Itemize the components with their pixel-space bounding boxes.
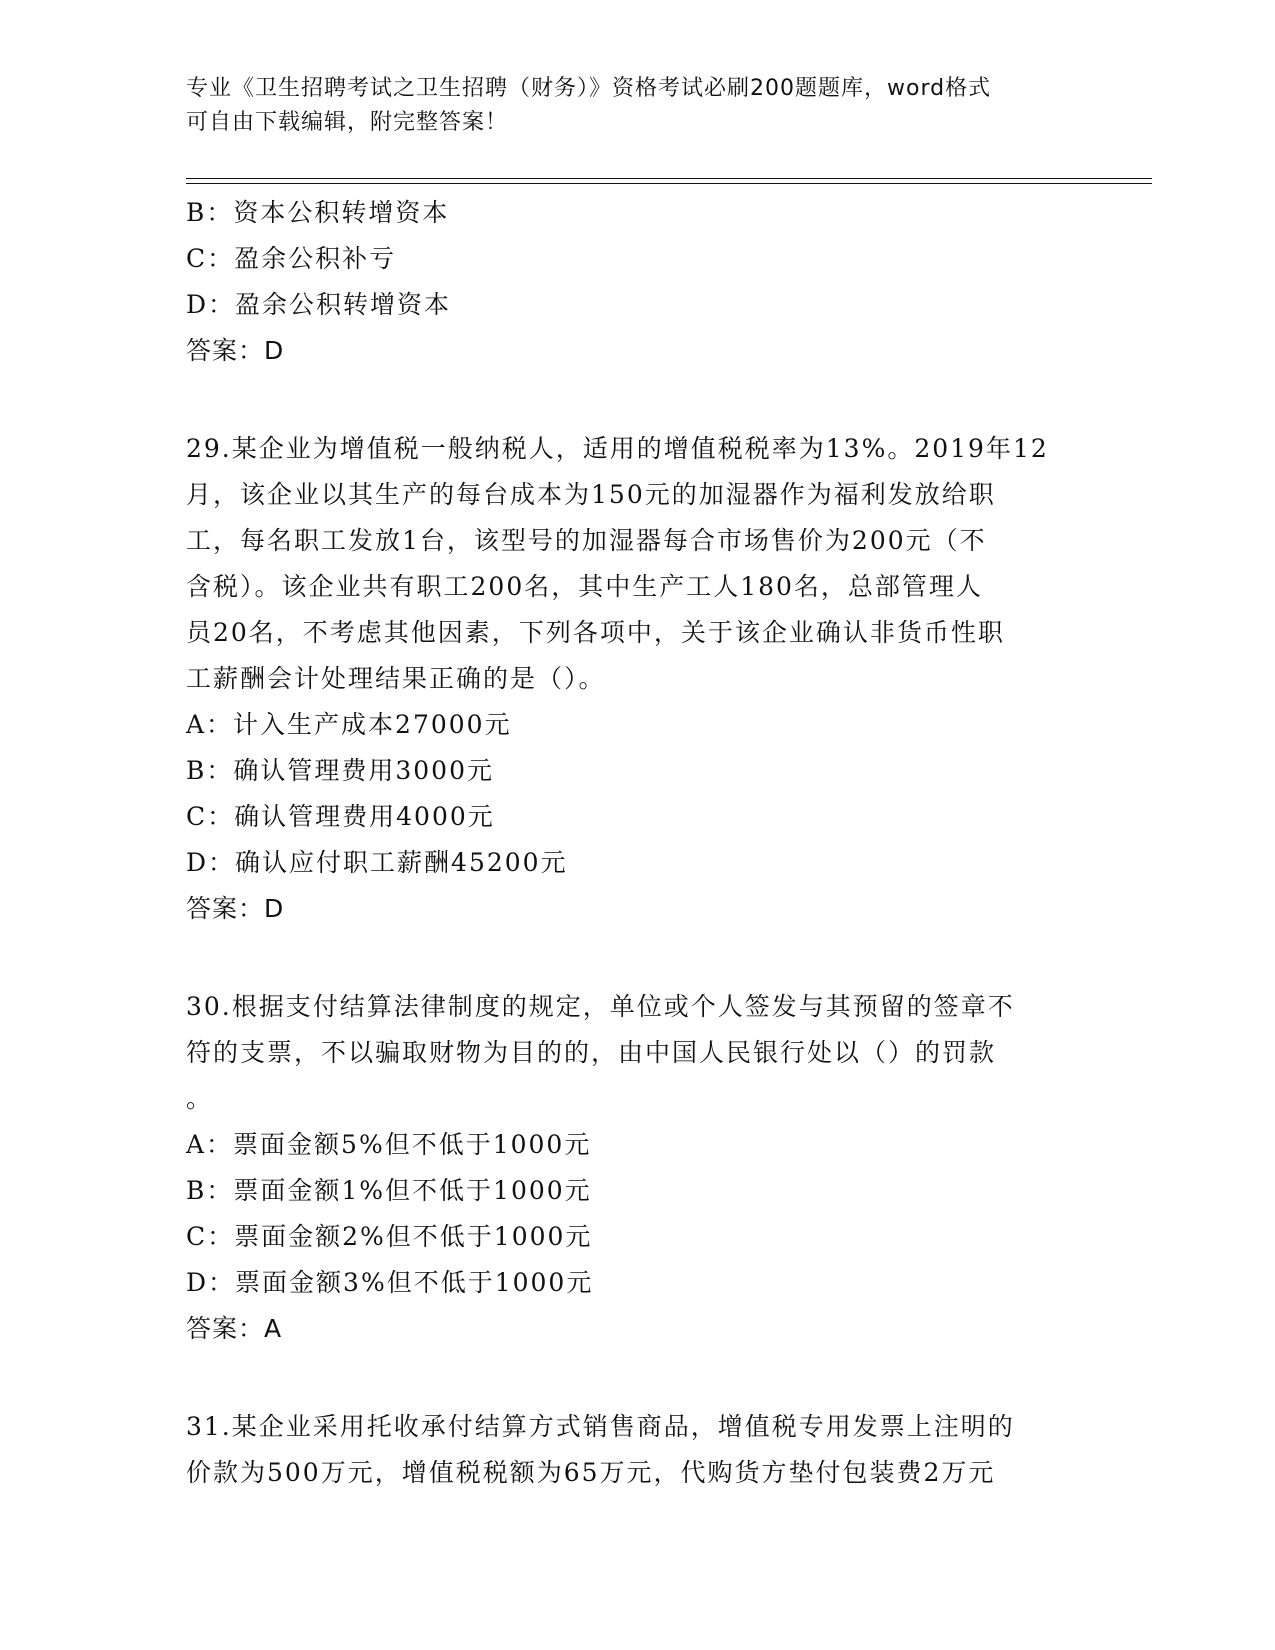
option-a: A：计入生产成本27000元 <box>186 710 512 739</box>
header-divider-bottom <box>186 183 1152 184</box>
question-text-line: 月，该企业以其生产的每台成本为150元的加湿器作为福利发放给职 <box>186 480 996 509</box>
option-a: A：票面金额5%但不低于1000元 <box>186 1130 592 1159</box>
question-30 <box>186 984 1086 1352</box>
document-body <box>186 190 1086 1496</box>
question-text-line: 价款为500万元，增值税税额为65万元，代购货方垫付包装费2万元 <box>186 1458 996 1487</box>
question-text-line: 31.某企业采用托收承付结算方式销售商品，增值税专用发票上注明的 <box>186 1412 1015 1441</box>
option-b: B：确认管理费用3000元 <box>186 756 494 785</box>
answer-line: 答案：A <box>186 1314 283 1343</box>
option-d: D：确认应付职工薪酬45200元 <box>186 848 568 877</box>
option-b: B：资本公积转增资本 <box>186 198 450 227</box>
question-31 <box>186 1404 1086 1496</box>
option-d: D：盈余公积转增资本 <box>186 290 452 319</box>
header-divider-top <box>186 178 1152 179</box>
question-text-line: 30.根据支付结算法律制度的规定，单位或个人签发与其预留的签章不 <box>186 992 1015 1021</box>
question-text-line: 员20名，不考虑其他因素，下列各项中，关于该企业确认非货币性职 <box>186 618 1005 647</box>
question-text-line: 符的支票，不以骗取财物为目的的，由中国人民银行处以（）的罚款 <box>186 1038 997 1067</box>
question-29 <box>186 426 1086 932</box>
option-d: D：票面金额3%但不低于1000元 <box>186 1268 594 1297</box>
spacer <box>186 1352 1086 1404</box>
question-text-line: 29.某企业为增值税一般纳税人，适用的增值税税率为13%。2019年12 <box>186 434 1049 463</box>
spacer <box>186 932 1086 984</box>
spacer <box>186 374 1086 426</box>
header-title-line-2: 可自由下载编辑，附完整答案！ <box>186 110 509 135</box>
question-text-line: 含税）。该企业共有职工200名，其中生产工人180名，总部管理人 <box>186 572 983 601</box>
answer-line: 答案：D <box>186 894 285 923</box>
option-c: C：盈余公积补亏 <box>186 244 397 273</box>
question-text-line: 工薪酬会计处理结果正确的是（）。 <box>186 664 606 693</box>
answer-line: 答案：D <box>186 336 285 365</box>
option-b: B：票面金额1%但不低于1000元 <box>186 1176 592 1205</box>
document-header <box>186 72 1066 140</box>
question-text-line: 工，每名职工发放1台，该型号的加湿器每合市场售价为200元（不 <box>186 526 987 555</box>
question-text-line: 。 <box>186 1084 214 1113</box>
option-c: C：票面金额2%但不低于1000元 <box>186 1222 593 1251</box>
option-c: C：确认管理费用4000元 <box>186 802 495 831</box>
question-28-continued <box>186 190 1086 374</box>
header-title-line-1: 专业《卫生招聘考试之卫生招聘（财务）》资格考试必刷200题题库，word格式 <box>186 76 992 101</box>
